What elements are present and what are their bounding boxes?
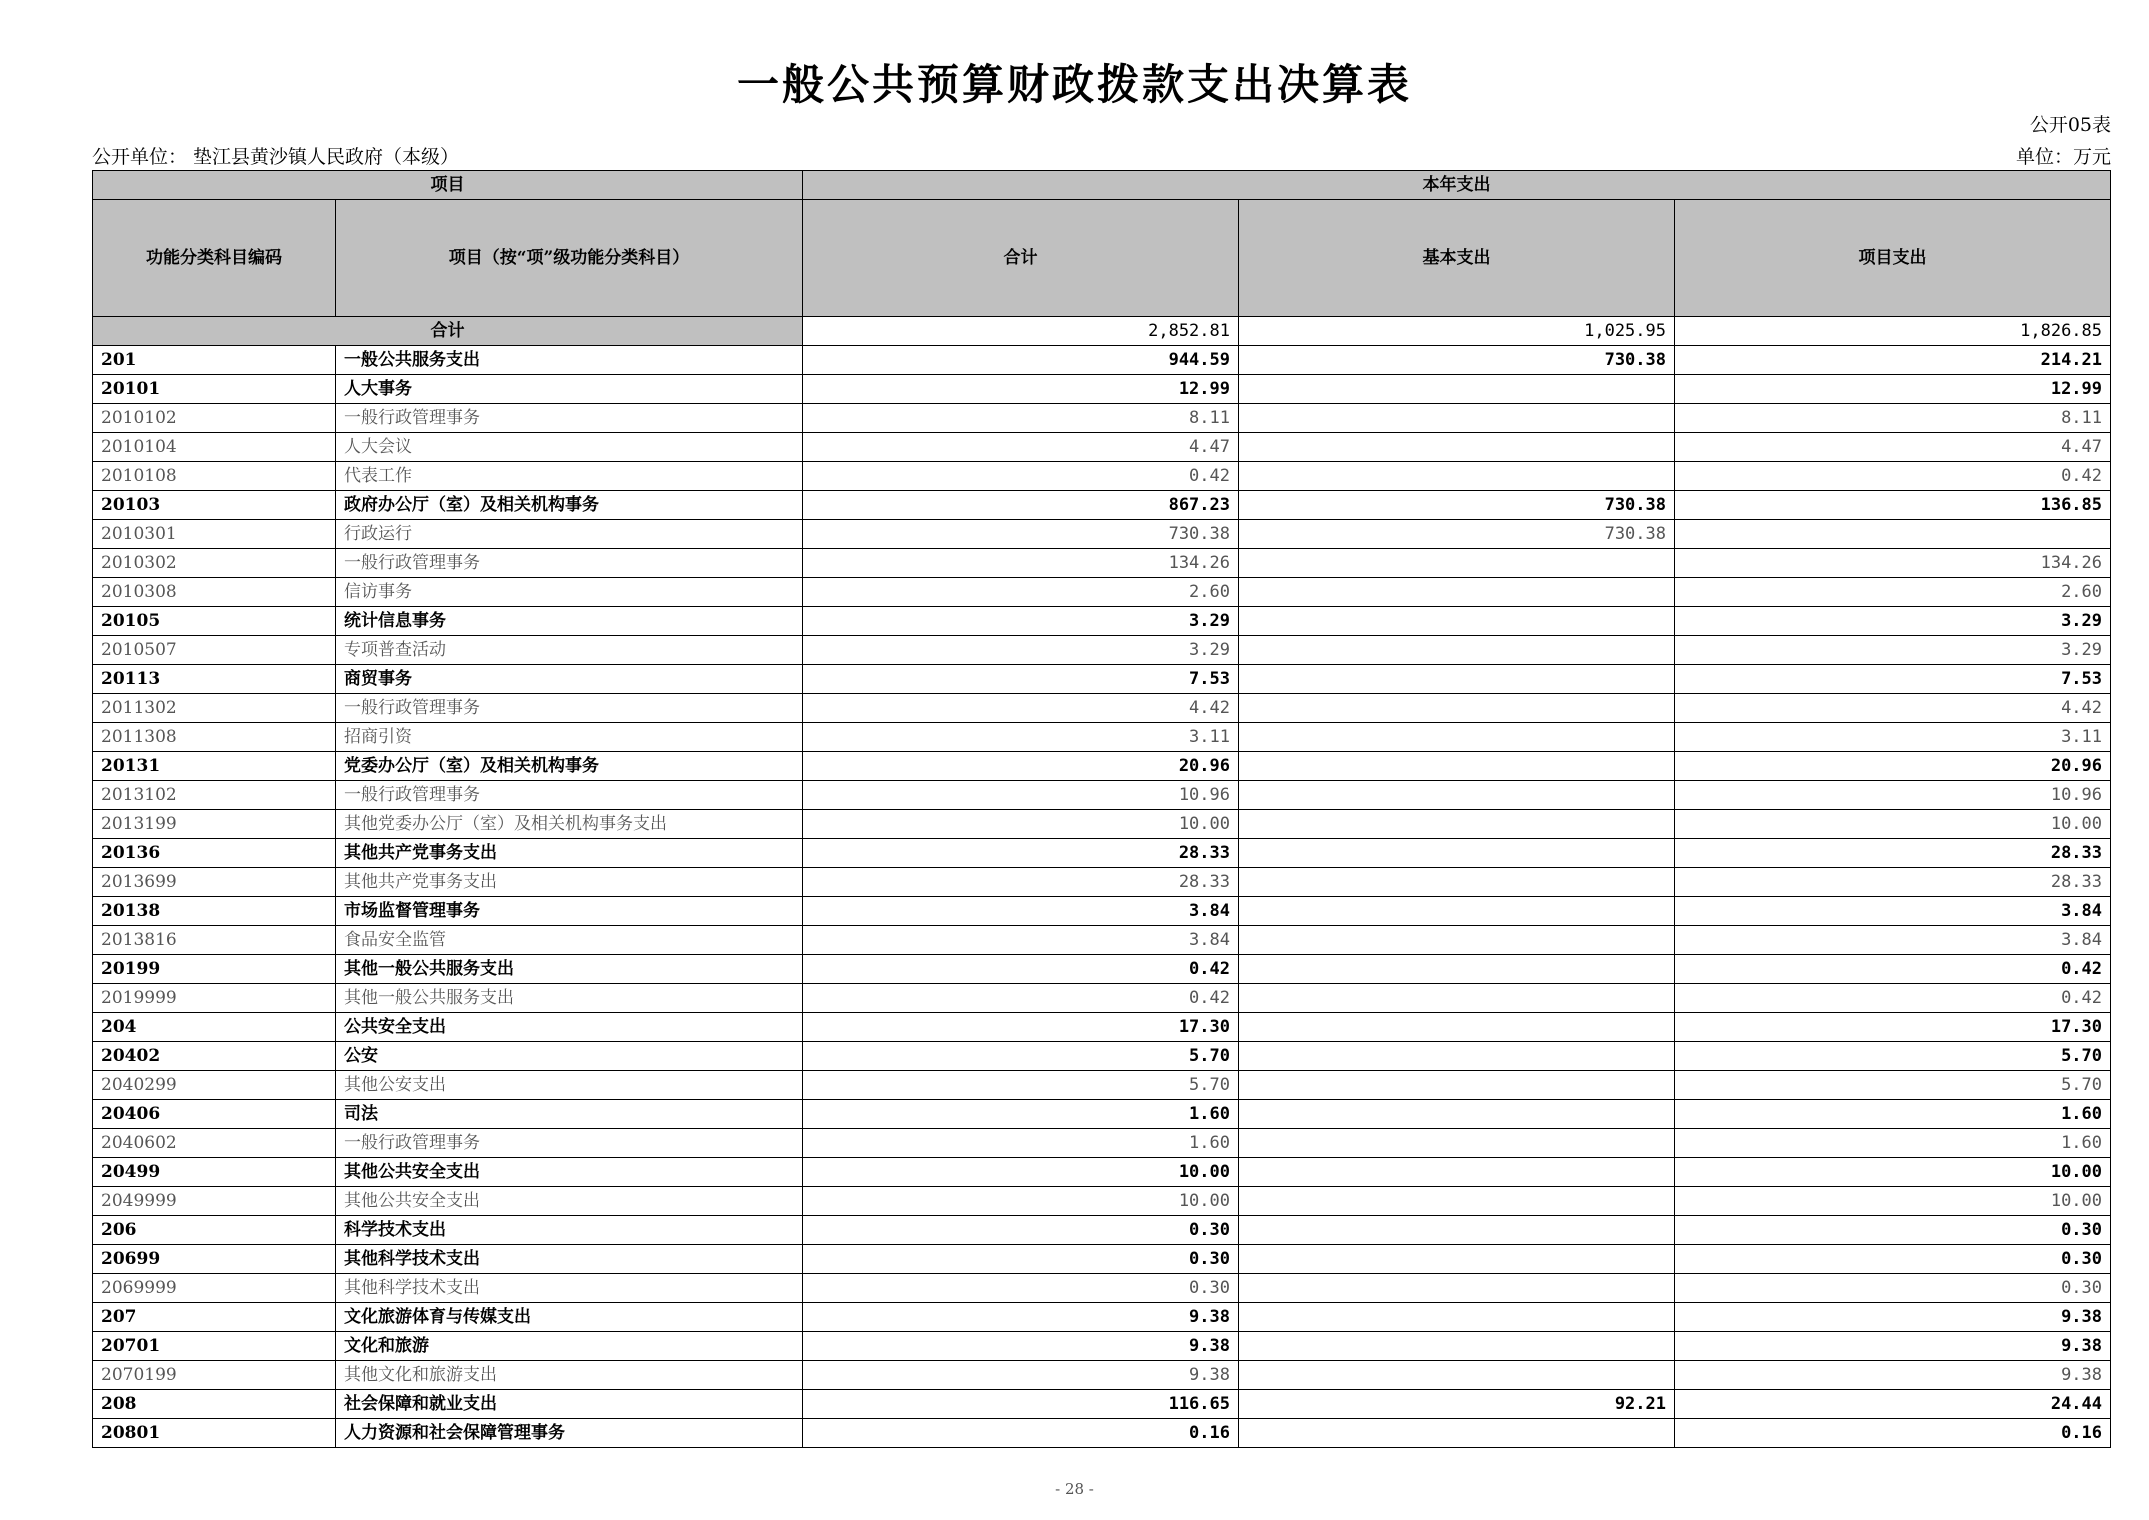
cell-name: 信访事务: [336, 578, 803, 607]
cell-project: 0.42: [1675, 955, 2111, 984]
cell-basic: [1239, 1129, 1675, 1158]
cell-total: 8.11: [803, 404, 1239, 433]
table-row: [93, 781, 2111, 810]
cell-basic: [1239, 694, 1675, 723]
cell-name: 招商引资: [336, 723, 803, 752]
cell-basic: [1239, 781, 1675, 810]
cell-total: 944.59: [803, 346, 1239, 375]
cell-project: 3.29: [1675, 607, 2111, 636]
header-current-year: 本年支出: [803, 171, 2111, 200]
cell-name: 一般行政管理事务: [336, 549, 803, 578]
cell-basic: [1239, 1274, 1675, 1303]
table-row: [93, 665, 2111, 694]
cell-code: 2010302: [93, 549, 336, 578]
cell-basic: [1239, 1245, 1675, 1274]
total-sum: 2,852.81: [803, 317, 1239, 346]
cell-project: 134.26: [1675, 549, 2111, 578]
cell-project: 3.29: [1675, 636, 2111, 665]
table-row: [93, 1274, 2111, 1303]
cell-name: 其他公共安全支出: [336, 1158, 803, 1187]
cell-code: 20499: [93, 1158, 336, 1187]
cell-total: 3.11: [803, 723, 1239, 752]
cell-basic: [1239, 462, 1675, 491]
table-row: [93, 578, 2111, 607]
cell-basic: 730.38: [1239, 491, 1675, 520]
cell-basic: [1239, 549, 1675, 578]
table-row: [93, 1303, 2111, 1332]
cell-total: 28.33: [803, 839, 1239, 868]
cell-name: 公安: [336, 1042, 803, 1071]
cell-project: 20.96: [1675, 752, 2111, 781]
cell-basic: [1239, 636, 1675, 665]
cell-code: 20138: [93, 897, 336, 926]
cell-project: 8.11: [1675, 404, 2111, 433]
cell-code: 206: [93, 1216, 336, 1245]
cell-name: 司法: [336, 1100, 803, 1129]
cell-project: 0.30: [1675, 1216, 2111, 1245]
cell-name: 人大会议: [336, 433, 803, 462]
cell-total: 12.99: [803, 375, 1239, 404]
cell-basic: 730.38: [1239, 346, 1675, 375]
cell-project: 0.42: [1675, 984, 2111, 1013]
cell-name: 统计信息事务: [336, 607, 803, 636]
table-row: [93, 926, 2111, 955]
cell-project: 3.84: [1675, 926, 2111, 955]
cell-total: 5.70: [803, 1042, 1239, 1071]
cell-total: 10.00: [803, 1158, 1239, 1187]
cell-code: 2069999: [93, 1274, 336, 1303]
cell-total: 28.33: [803, 868, 1239, 897]
cell-total: 116.65: [803, 1390, 1239, 1419]
cell-project: 24.44: [1675, 1390, 2111, 1419]
cell-code: 2070199: [93, 1361, 336, 1390]
cell-project: 214.21: [1675, 346, 2111, 375]
cell-total: 867.23: [803, 491, 1239, 520]
header-name: 项目（按“项”级功能分类科目）: [336, 200, 803, 317]
cell-project: 10.00: [1675, 1158, 2111, 1187]
cell-total: 10.00: [803, 810, 1239, 839]
cell-project: 1.60: [1675, 1100, 2111, 1129]
cell-name: 一般行政管理事务: [336, 404, 803, 433]
cell-code: 2013199: [93, 810, 336, 839]
cell-total: 3.29: [803, 607, 1239, 636]
cell-name: 一般公共服务支出: [336, 346, 803, 375]
cell-basic: [1239, 1071, 1675, 1100]
cell-total: 0.42: [803, 462, 1239, 491]
cell-name: 其他科学技术支出: [336, 1245, 803, 1274]
cell-name: 一般行政管理事务: [336, 1129, 803, 1158]
cell-project: 4.42: [1675, 694, 2111, 723]
cell-basic: [1239, 810, 1675, 839]
cell-basic: [1239, 1361, 1675, 1390]
cell-basic: [1239, 1419, 1675, 1448]
table-row: [93, 1013, 2111, 1042]
cell-name: 代表工作: [336, 462, 803, 491]
cell-code: 20406: [93, 1100, 336, 1129]
cell-total: 10.96: [803, 781, 1239, 810]
header-item: 项目: [93, 171, 803, 200]
cell-code: 204: [93, 1013, 336, 1042]
cell-total: 0.30: [803, 1216, 1239, 1245]
cell-name: 商贸事务: [336, 665, 803, 694]
cell-total: 0.30: [803, 1245, 1239, 1274]
cell-name: 人力资源和社会保障管理事务: [336, 1419, 803, 1448]
table-row: [93, 897, 2111, 926]
cell-basic: [1239, 984, 1675, 1013]
cell-code: 2013102: [93, 781, 336, 810]
cell-name: 市场监督管理事务: [336, 897, 803, 926]
cell-basic: [1239, 868, 1675, 897]
cell-code: 208: [93, 1390, 336, 1419]
cell-project: 9.38: [1675, 1361, 2111, 1390]
cell-total: 134.26: [803, 549, 1239, 578]
cell-name: 其他党委办公厅（室）及相关机构事务支出: [336, 810, 803, 839]
cell-total: 9.38: [803, 1361, 1239, 1390]
cell-basic: [1239, 839, 1675, 868]
cell-total: 0.16: [803, 1419, 1239, 1448]
header-code: 功能分类科目编码: [93, 200, 336, 317]
cell-project: 3.11: [1675, 723, 2111, 752]
table-row: [93, 694, 2111, 723]
cell-code: 20701: [93, 1332, 336, 1361]
cell-total: 5.70: [803, 1071, 1239, 1100]
cell-total: 10.00: [803, 1187, 1239, 1216]
table-row: [93, 1419, 2111, 1448]
cell-project: 12.99: [1675, 375, 2111, 404]
cell-project: 10.96: [1675, 781, 2111, 810]
table-row: [93, 839, 2111, 868]
table-row: [93, 1245, 2111, 1274]
cell-total: 1.60: [803, 1100, 1239, 1129]
cell-project: 17.30: [1675, 1013, 2111, 1042]
cell-code: 20801: [93, 1419, 336, 1448]
cell-code: 2010308: [93, 578, 336, 607]
cell-total: 4.47: [803, 433, 1239, 462]
table-row: [93, 752, 2111, 781]
table-row: [93, 1216, 2111, 1245]
table-row: [93, 868, 2111, 897]
cell-basic: [1239, 375, 1675, 404]
cell-code: 2013699: [93, 868, 336, 897]
cell-total: 3.84: [803, 897, 1239, 926]
table-row: [93, 955, 2111, 984]
cell-basic: [1239, 578, 1675, 607]
cell-basic: [1239, 1042, 1675, 1071]
cell-name: 政府办公厅（室）及相关机构事务: [336, 491, 803, 520]
total-label: 合计: [93, 317, 803, 346]
table-row: [93, 607, 2111, 636]
cell-basic: [1239, 897, 1675, 926]
cell-name: 其他一般公共服务支出: [336, 955, 803, 984]
table-row: [93, 433, 2111, 462]
cell-basic: [1239, 955, 1675, 984]
cell-project: [1675, 520, 2111, 549]
cell-basic: [1239, 1187, 1675, 1216]
table-row: [93, 1100, 2111, 1129]
cell-basic: [1239, 1013, 1675, 1042]
table-row: [93, 491, 2111, 520]
cell-name: 其他共产党事务支出: [336, 868, 803, 897]
table-row: [93, 1129, 2111, 1158]
cell-project: 136.85: [1675, 491, 2111, 520]
cell-basic: [1239, 404, 1675, 433]
total-row: [93, 317, 2111, 346]
cell-name: 公共安全支出: [336, 1013, 803, 1042]
cell-basic: [1239, 1332, 1675, 1361]
cell-code: 20136: [93, 839, 336, 868]
cell-name: 人大事务: [336, 375, 803, 404]
reporting-unit: 公开单位： 垫江县黄沙镇人民政府（本级）: [92, 146, 460, 168]
cell-name: 一般行政管理事务: [336, 781, 803, 810]
cell-code: 20103: [93, 491, 336, 520]
table-row: [93, 723, 2111, 752]
cell-project: 5.70: [1675, 1071, 2111, 1100]
cell-basic: [1239, 665, 1675, 694]
money-unit: 单位：万元: [2015, 146, 2111, 168]
cell-code: 2010104: [93, 433, 336, 462]
cell-code: 20199: [93, 955, 336, 984]
cell-code: 2010507: [93, 636, 336, 665]
cell-project: 3.84: [1675, 897, 2111, 926]
table-body: [93, 317, 2111, 1448]
cell-name: 食品安全监管: [336, 926, 803, 955]
cell-project: 5.70: [1675, 1042, 2111, 1071]
cell-name: 党委办公厅（室）及相关机构事务: [336, 752, 803, 781]
cell-total: 730.38: [803, 520, 1239, 549]
table-row: [93, 549, 2111, 578]
cell-project: 4.47: [1675, 433, 2111, 462]
cell-project: 9.38: [1675, 1332, 2111, 1361]
cell-project: 0.30: [1675, 1245, 2111, 1274]
cell-total: 1.60: [803, 1129, 1239, 1158]
cell-name: 其他公安支出: [336, 1071, 803, 1100]
table-row: [93, 1332, 2111, 1361]
cell-basic: [1239, 723, 1675, 752]
table-row: [93, 1042, 2111, 1071]
cell-name: 其他共产党事务支出: [336, 839, 803, 868]
table-row: [93, 1158, 2111, 1187]
cell-code: 20402: [93, 1042, 336, 1071]
header-total: 合计: [803, 200, 1239, 317]
cell-code: 2011308: [93, 723, 336, 752]
cell-code: 2013816: [93, 926, 336, 955]
cell-code: 20699: [93, 1245, 336, 1274]
cell-name: 其他文化和旅游支出: [336, 1361, 803, 1390]
cell-name: 科学技术支出: [336, 1216, 803, 1245]
cell-project: 1.60: [1675, 1129, 2111, 1158]
cell-code: 20101: [93, 375, 336, 404]
cell-code: 2010102: [93, 404, 336, 433]
cell-name: 社会保障和就业支出: [336, 1390, 803, 1419]
table-row: [93, 404, 2111, 433]
cell-name: 其他科学技术支出: [336, 1274, 803, 1303]
cell-code: 2040602: [93, 1129, 336, 1158]
cell-basic: [1239, 1216, 1675, 1245]
cell-basic: 92.21: [1239, 1390, 1675, 1419]
header-basic: 基本支出: [1239, 200, 1675, 317]
table-row: [93, 520, 2111, 549]
cell-basic: [1239, 926, 1675, 955]
cell-name: 一般行政管理事务: [336, 694, 803, 723]
cell-basic: [1239, 607, 1675, 636]
cell-code: 2049999: [93, 1187, 336, 1216]
cell-name: 其他一般公共服务支出: [336, 984, 803, 1013]
table-row: [93, 636, 2111, 665]
cell-name: 行政运行: [336, 520, 803, 549]
cell-total: 3.84: [803, 926, 1239, 955]
cell-total: 0.30: [803, 1274, 1239, 1303]
document-title: 一般公共预算财政拨款支出决算表: [736, 60, 1412, 109]
cell-basic: [1239, 752, 1675, 781]
total-basic: 1,025.95: [1239, 317, 1675, 346]
cell-project: 10.00: [1675, 1187, 2111, 1216]
cell-code: 207: [93, 1303, 336, 1332]
cell-total: 0.42: [803, 955, 1239, 984]
cell-project: 0.16: [1675, 1419, 2111, 1448]
cell-basic: [1239, 433, 1675, 462]
expenditure-table: [92, 170, 2111, 1448]
cell-basic: 730.38: [1239, 520, 1675, 549]
cell-code: 2011302: [93, 694, 336, 723]
cell-basic: [1239, 1158, 1675, 1187]
cell-project: 2.60: [1675, 578, 2111, 607]
cell-total: 3.29: [803, 636, 1239, 665]
page-number: - 28 -: [1055, 1480, 1094, 1498]
cell-code: 20105: [93, 607, 336, 636]
cell-name: 专项普查活动: [336, 636, 803, 665]
table-row: [93, 1390, 2111, 1419]
cell-project: 0.42: [1675, 462, 2111, 491]
cell-total: 9.38: [803, 1303, 1239, 1332]
cell-total: 20.96: [803, 752, 1239, 781]
cell-total: 17.30: [803, 1013, 1239, 1042]
table-row: [93, 810, 2111, 839]
total-project: 1,826.85: [1675, 317, 2111, 346]
table-row: [93, 984, 2111, 1013]
cell-project: 28.33: [1675, 839, 2111, 868]
cell-project: 9.38: [1675, 1303, 2111, 1332]
table-row: [93, 346, 2111, 375]
cell-basic: [1239, 1100, 1675, 1129]
table-row: [93, 1187, 2111, 1216]
table-row: [93, 1361, 2111, 1390]
cell-basic: [1239, 1303, 1675, 1332]
cell-name: 文化旅游体育与传媒支出: [336, 1303, 803, 1332]
cell-code: 2040299: [93, 1071, 336, 1100]
cell-total: 2.60: [803, 578, 1239, 607]
cell-code: 20113: [93, 665, 336, 694]
cell-total: 9.38: [803, 1332, 1239, 1361]
cell-name: 文化和旅游: [336, 1332, 803, 1361]
cell-code: 2010108: [93, 462, 336, 491]
cell-code: 2019999: [93, 984, 336, 1013]
cell-total: 4.42: [803, 694, 1239, 723]
form-number: 公开05表: [2029, 114, 2111, 136]
cell-code: 2010301: [93, 520, 336, 549]
cell-code: 201: [93, 346, 336, 375]
cell-name: 其他公共安全支出: [336, 1187, 803, 1216]
cell-project: 0.30: [1675, 1274, 2111, 1303]
header-project: 项目支出: [1675, 200, 2111, 317]
cell-project: 7.53: [1675, 665, 2111, 694]
cell-project: 10.00: [1675, 810, 2111, 839]
table-row: [93, 375, 2111, 404]
table-row: [93, 462, 2111, 491]
cell-project: 28.33: [1675, 868, 2111, 897]
cell-total: 0.42: [803, 984, 1239, 1013]
cell-total: 7.53: [803, 665, 1239, 694]
table-row: [93, 1071, 2111, 1100]
cell-code: 20131: [93, 752, 336, 781]
